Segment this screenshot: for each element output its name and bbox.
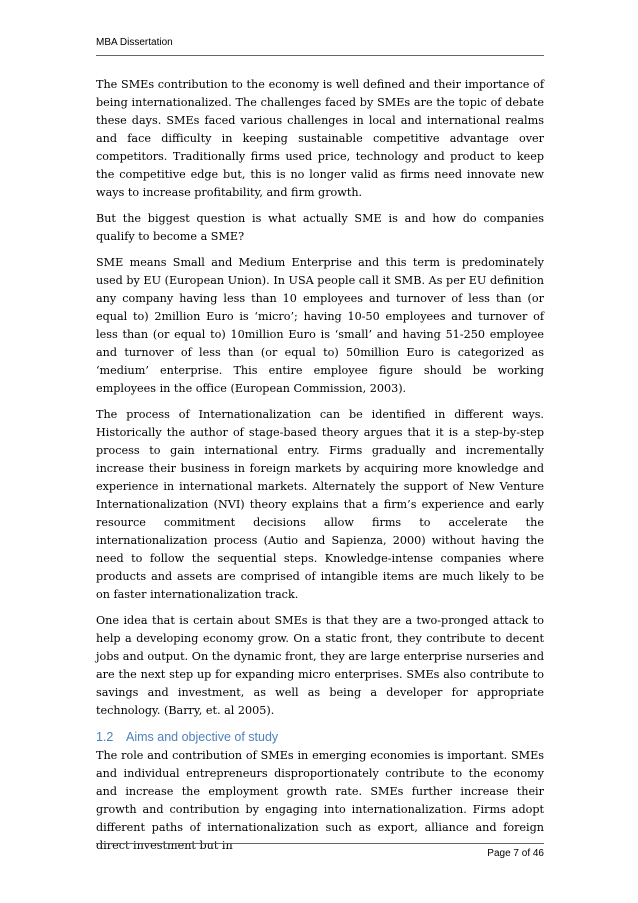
paragraph-sme-contribution: The SMEs contribution to the economy is well defined and their importance of being internationalized. The challenges faced by SMEs are the topic of debate these days. SMEs faced various challenges in local and international realms and face difficulty in keeping sustainable competitive advantage over competitors. Traditionally firms used price, technology and product to keep the competitive edge but, this is no longer valid as firms need innovate new ways to increase profitability, and firm growth. <box>96 78 544 199</box>
page-number: Page 7 of 46 <box>487 848 544 859</box>
page-body <box>96 76 544 858</box>
paragraph-aims: The role and contribution of SMEs in emerging economies is important. SMEs and individual entrepreneurs disproportionately contribute to the economy and increase the employment growth rate. SMEs further increase their growth and contribution by engaging into internationalization. Firms adopt different paths of internationalization such as export, alliance and foreign direct investment but in <box>96 749 544 852</box>
header-divider <box>96 55 544 56</box>
running-header: MBA Dissertation <box>96 37 173 48</box>
paragraph-sme-question: But the biggest question is what actually SME is and how do companies qualify to become a SME? <box>96 212 544 243</box>
section-number: 1.2 <box>96 730 114 744</box>
section-heading <box>96 728 544 746</box>
paragraph-internationalization-process: The process of Internationalization can be identified in different ways. Historically the author of stage-based theory argues that it is a step-by-step process to gain international entry. Firms gradually and incrementally increase their business in foreign markets by acquiring more knowledge and experience in international markets. Alternately the support of New Venture Internationalization (NVI) theory explains that a firm’s experience and early resource commitment decisions allow firms to accelerate the internationalization process (Autio and Sapienza, 2000) without having the need to follow the sequential steps. Knowledge-intense companies where products and assets are comprised of intangible items are much likely to be on faster internationalization track. <box>96 408 544 601</box>
footer-divider <box>96 843 544 844</box>
paragraph-sme-definition: SME means Small and Medium Enterprise and this term is predominately used by EU (European Union). In USA people call it SMB. As per EU definition any company having less than 10 employees and turnover of less than (or equal to) 2million Euro is ‘micro’; having 10-50 employees and turnover of less than (or equal to) 10million Euro is ‘small’ and having 51-250 employee and turnover of less than (or equal to) 50million Euro is categorized as ‘medium’ enterprise. This entire employee figure should be working employees in the office (European Commission, 2003). <box>96 256 544 395</box>
paragraph-developing-economy: One idea that is certain about SMEs is that they are a two-pronged attack to help a developing economy grow. On a static front, they contribute to decent jobs and output. On the dynamic front, they are large enterprise nurseries and are the next step up for expanding micro enterprises. SMEs also contribute to savings and investment, as well as being a developer for appropriate technology. (Barry, et. al 2005). <box>96 614 544 717</box>
section-title: Aims and objective of study <box>126 730 279 744</box>
